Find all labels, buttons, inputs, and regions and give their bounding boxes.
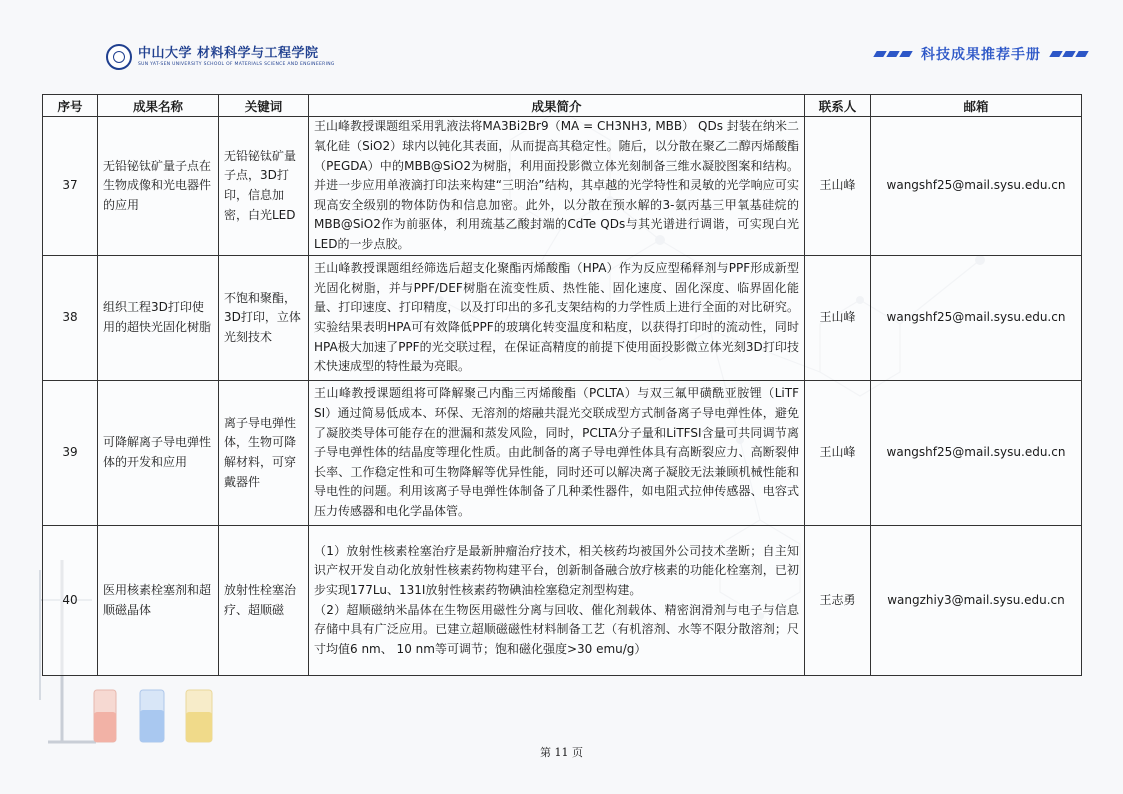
achievement-keywords: 无铅铋钛矿量子点，3D打印，信息加密，白光LED: [219, 117, 309, 256]
page-header: [0, 0, 1123, 90]
handbook-title: 科技成果推荐手册: [921, 47, 1041, 63]
row-number: 39: [43, 381, 98, 526]
university-logo: [106, 40, 335, 74]
achievement-summary: 王山峰教授课题组采用乳液法将MA3Bi2Br9（MA = CH3NH3, MBB） QDs 封装在纳米二氧化硅（SiO2）球内以钝化其表面，从而提高其稳定性。随后，以分散在聚乙二醇丙烯酸酯（PEGDA）中的MBB@SiO2为树脂，利用面投影微立体光刻制备三维水凝胶图案和结构。并进一步应用单液滴打印法来构建“三明治”结构，其卓越的光学特性和灵敏的光学响应可实现高安全级别的物体防伪和信息加密。此外，以分散在预水解的3-氨丙基三甲氧基硅烷的MBB@SiO2作为前驱体，利用巯基乙酸封端的CdTe QDs与其光谱进行调谐，可实现白光LED的一步点胶。: [309, 117, 805, 256]
achievement-name: 无铅铋钛矿量子点在生物成像和光电器件的应用: [98, 117, 219, 256]
stripes-left-icon: [875, 51, 911, 57]
contact-email: wangshf25@mail.sysu.edu.cn: [871, 117, 1082, 256]
achievement-summary: [309, 526, 805, 676]
row-number: 37: [43, 117, 98, 256]
contact-email: wangzhiy3@mail.sysu.edu.cn: [871, 526, 1082, 676]
summary-paragraph-1: （1）放射性核素栓塞治疗是最新肿瘤治疗技术，相关核药均被国外公司技术垄断；自主知识产权开发自动化放射性核素药物构建平台，创新制备融合放疗核素的功能化栓塞剂，已初步实现177Lu、131I放射性核素药物碘油栓塞稳定剂型构建。: [314, 543, 799, 597]
row-number: 40: [43, 526, 98, 676]
col-header-email: 邮箱: [871, 95, 1082, 117]
contact-person: 王山峰: [805, 381, 871, 526]
header-title-block: [875, 44, 1087, 64]
stripes-right-icon: [1051, 51, 1087, 57]
achievement-name: 可降解离子导电弹性体的开发和应用: [98, 381, 219, 526]
table-row: [43, 117, 1082, 256]
achievement-keywords: 放射性栓塞治疗、超顺磁: [219, 526, 309, 676]
achievement-name: 组织工程3D打印使用的超快光固化树脂: [98, 256, 219, 381]
table-row: [43, 526, 1082, 676]
achievement-summary: 王山峰教授课题组经筛选后超支化聚酯丙烯酸酯（HPA）作为反应型稀释剂与PPF形成新型光固化树脂，并与PPF/DEF树脂在流变性质、热性能、固化速度、固化深度、临界固化能量、打印速度、打印精度，以及打印出的多孔支架结构的力学性质上进行全面的对比研究。实验结果表明HPA可有效降低PPF的玻璃化转变温度和粘度，以获得打印时的流动性，同时HPA极大加速了PPF的光交联过程，在保证高精度的前提下使用面投影微立体光刻3D打印技术快速成型的特性最为亮眼。: [309, 256, 805, 381]
table-header-row: [43, 95, 1082, 117]
contact-person: 王山峰: [805, 256, 871, 381]
achievement-keywords: 不饱和聚酯，3D打印，立体光刻技术: [219, 256, 309, 381]
logo-sub-text: SUN YAT-SEN UNIVERSITY SCHOOL OF MATERIALS SCIENCE AND ENGINEERING: [138, 61, 335, 67]
contact-person: 王志勇: [805, 526, 871, 676]
table-row: [43, 381, 1082, 526]
achievement-name: 医用核素栓塞剂和超顺磁晶体: [98, 526, 219, 676]
contact-email: wangshf25@mail.sysu.edu.cn: [871, 381, 1082, 526]
university-seal-icon: [106, 44, 132, 70]
summary-paragraph-2: （2）超顺磁纳米晶体在生物医用磁性分离与回收、催化剂载体、精密润滑剂与电子与信息存储中具有广泛应用。已建立超顺磁磁性材料制备工艺（有机溶剂、水等不限分散溶剂；尺寸均值6 nm、 10 nm等可调节；饱和磁化强度>30 emu/g）: [314, 602, 799, 656]
achievements-table: [42, 94, 1082, 676]
contact-person: 王山峰: [805, 117, 871, 256]
achievement-keywords: 离子导电弹性体，生物可降解材料，可穿戴器件: [219, 381, 309, 526]
page-number: 第 11 页: [540, 746, 583, 759]
col-header-contact: 联系人: [805, 95, 871, 117]
col-header-summary: 成果简介: [309, 95, 805, 117]
achievement-summary: 王山峰教授课题组将可降解聚己内酯三丙烯酸酯（PCLTA）与双三氟甲磺酰亚胺锂（LiTF SI）通过简易低成本、环保、无溶剂的熔融共混光交联成型方式制备离子导电弹性体，避免了凝胶类导体可能存在的泄漏和蒸发风险，同时，PCLTA分子量和LiTFSI含量可共同调节离子导电弹性体的结晶度等理化性质。由此制备的离子导电弹性体具有高断裂应力、高断裂伸长率、工作稳定性和可生物降解等优异性能，同时还可以解决离子凝胶无法兼顾机械性能和导电性的问题。利用该离子导电弹性体制备了几种柔性器件，如电阻式拉伸传感器、电容式压力传感器和电化学晶体管。: [309, 381, 805, 526]
col-header-keywords: 关键词: [219, 95, 309, 117]
logo-main-text: 中山大学 材料科学与工程学院: [138, 45, 319, 61]
table-row: [43, 256, 1082, 381]
col-header-name: 成果名称: [98, 95, 219, 117]
contact-email: wangshf25@mail.sysu.edu.cn: [871, 256, 1082, 381]
row-number: 38: [43, 256, 98, 381]
col-header-no: 序号: [43, 95, 98, 117]
